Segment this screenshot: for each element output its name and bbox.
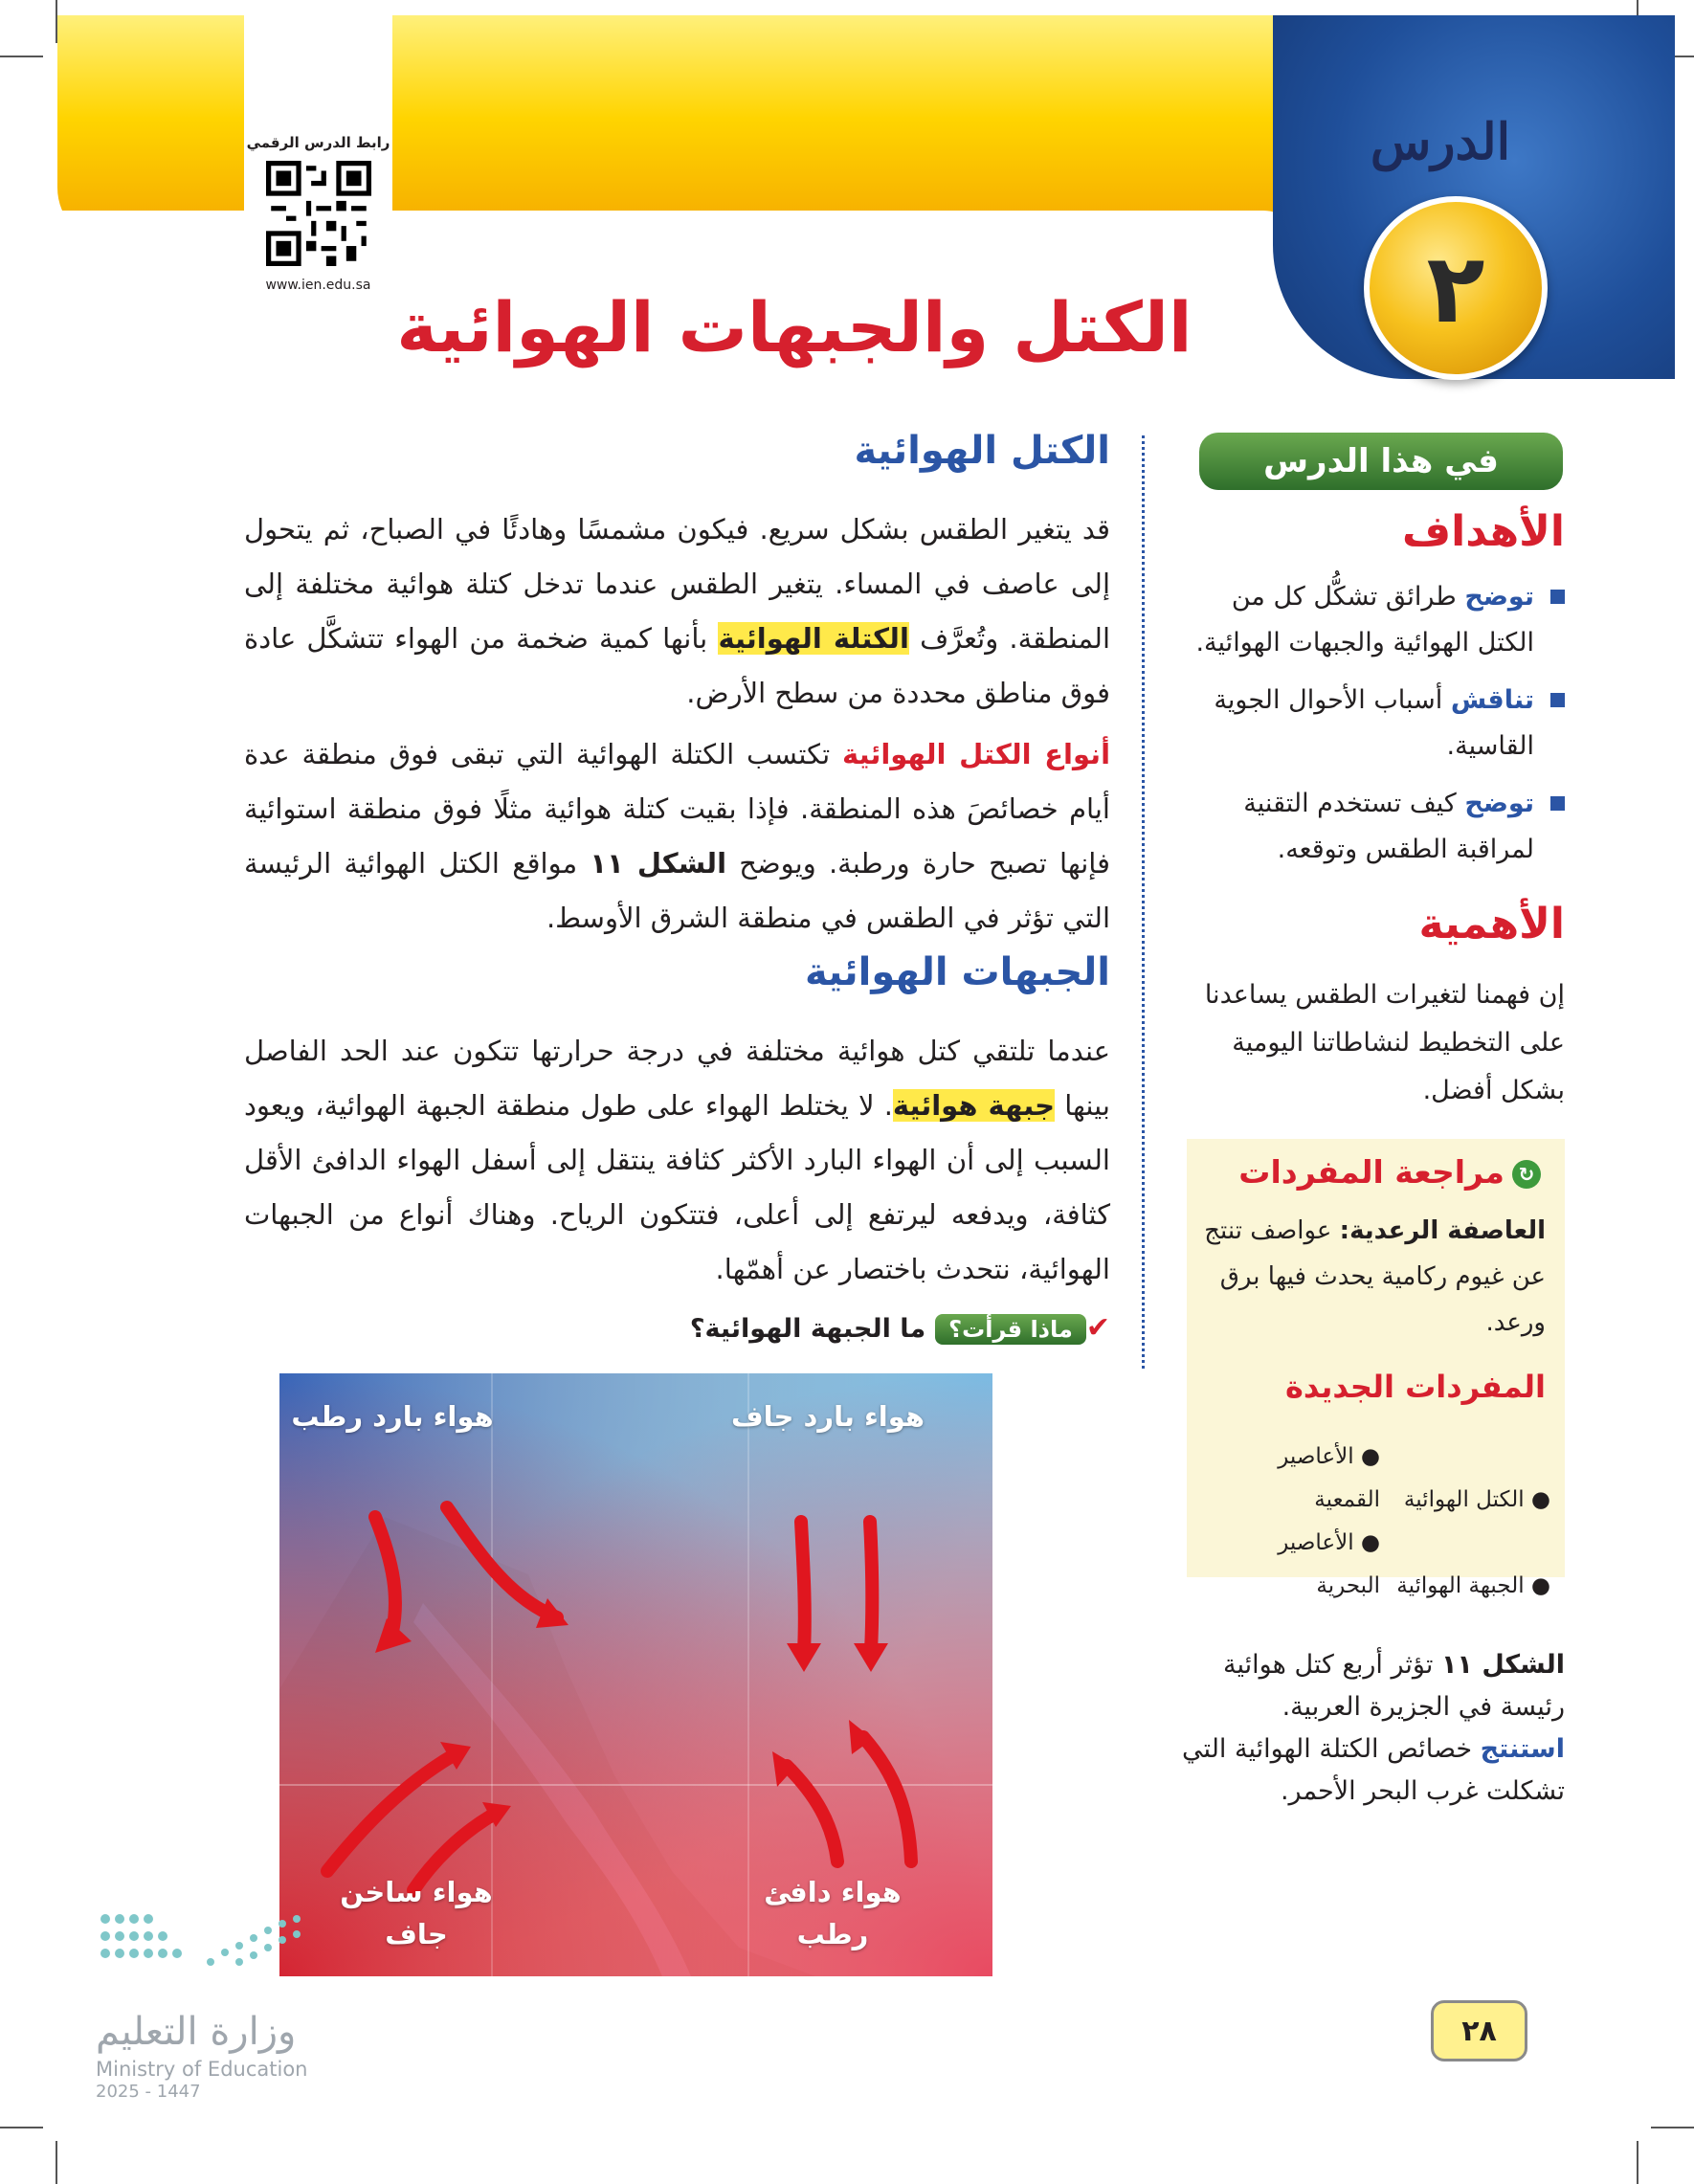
crop-mark xyxy=(1651,2127,1694,2128)
objectives-heading: الأهداف xyxy=(1402,507,1565,556)
reading-check xyxy=(622,1311,1110,1345)
qr-code-icon[interactable] xyxy=(266,161,371,266)
vocab-term[interactable]: ● الكتل الهوائية xyxy=(1403,1487,1550,1512)
key-term-front[interactable]: جبهة هوائية xyxy=(892,1089,1056,1122)
bullet-icon xyxy=(1550,796,1565,811)
review-icon: ↻ xyxy=(1512,1160,1541,1189)
fronts-paragraph xyxy=(244,1024,1110,1297)
new-vocab-heading: المفردات الجديدة xyxy=(1285,1369,1546,1405)
arrow-icon xyxy=(870,1522,872,1651)
p3-text-a: عندما تلتقي كتل هوائية مختلفة في درجة حرارتها تتكون عند الحد الفاصل بينها xyxy=(244,1035,1110,1122)
air-masses-heading: الكتل الهوائية xyxy=(854,429,1110,473)
objectives-list xyxy=(1172,574,1565,884)
check-icon: ✔ xyxy=(1085,1311,1110,1345)
objective-verb: تناقش xyxy=(1450,685,1534,715)
vocab-review-def: عواصف تنتج عن غيوم ركامية يحدث فيها برق ورعد. xyxy=(1204,1216,1546,1337)
crop-mark xyxy=(0,2127,43,2128)
air-mass-types-heading: أنواع الكتل الهوائية xyxy=(842,738,1111,770)
air-mass-types-paragraph xyxy=(244,727,1110,946)
map-label-bottom-left: هواء ساخن جاف xyxy=(340,1876,493,1950)
vocab-review-heading-text: مراجعة المفردات xyxy=(1238,1153,1505,1191)
map-label-top-left: هواء بارد رطب xyxy=(291,1400,494,1433)
bullet-icon xyxy=(1550,590,1565,604)
vocab-term-label: الأعاصير القمعية xyxy=(1278,1444,1380,1512)
vocab-term-label: الجبهة الهوائية xyxy=(1396,1573,1525,1598)
objective-text: طرائق تشكُّل كل من الكتل الهوائية والجبهات الهوائية. xyxy=(1195,582,1534,657)
objective-verb: توضح xyxy=(1464,789,1534,818)
objective-verb: توضح xyxy=(1464,582,1534,612)
vocab-review-heading xyxy=(1187,1153,1541,1191)
reading-check-badge: ماذا قرأت؟ xyxy=(935,1314,1086,1345)
lesson-label: الدرس xyxy=(1370,113,1511,171)
map-label-bottom-right: هواء دافئ رطب xyxy=(764,1876,902,1950)
figure-question: خصائص الكتلة الهوائية التي تشكلت غرب البحر الأحمر. xyxy=(1182,1734,1565,1806)
figure-verb: استنتج xyxy=(1480,1734,1565,1764)
crop-mark xyxy=(0,56,43,57)
vocab-review-definition xyxy=(1192,1208,1546,1346)
bullet-icon xyxy=(1550,693,1565,707)
ministry-name-en: Ministry of Education xyxy=(96,2058,308,2081)
p2-text-a: تكتسب الكتلة الهوائية التي تبقى فوق منطقة عدة أيام خصائصَ هذه المنطقة. فإذا بقيت كتلة هوائية مثلًا فوق منطقة استوائية فإنها تصبح حارة ورطبة. ويوضح xyxy=(244,738,1111,880)
p1-text-b: بأنها كمية ضخمة من الهواء تتشكَّل عادة فوق مناطق محددة من سطح الأرض. xyxy=(244,622,1110,709)
p1-text-a: قد يتغير الطقس بشكل سريع. فيكون مشمسًا وهادئًا في الصباح، ثم يتحول إلى عاصف في المساء. يتغير الطقس عندما تدخل كتلة هوائية مختلفة إلى المنطقة. وتُعرَّف xyxy=(244,513,1111,655)
vocab-term-label: الأعاصير البحرية xyxy=(1278,1530,1380,1598)
in-this-lesson-badge: في هذا الدرس xyxy=(1199,433,1563,490)
map-label-top-right: هواء بارد جاف xyxy=(730,1400,925,1433)
p3-text-b: . لا يختلط الهواء على طول منطقة الجبهة الهوائية، ويعود السبب إلى أن الهواء البارد الأكثر كثافة ينتقل إلى أسفل الهواء الدافئ الأقل كثافة، ويدفعه ليرتفع إلى أعلى، فتتكون الرياح. وهناك أنواع من الجبهات الهوائية، نتحدث باختصار عن أهمّها. xyxy=(244,1089,1110,1285)
objective-item xyxy=(1172,678,1565,769)
ministry-name-ar: وزارة التعليم xyxy=(96,2010,297,2054)
arrow-icon xyxy=(801,1522,805,1651)
objective-item xyxy=(1172,574,1565,666)
qr-label: رابط الدرس الرقمي xyxy=(246,134,390,151)
page-number: ٢٨ xyxy=(1431,2000,1527,2061)
reading-check-question: ما الجبهة الهوائية؟ xyxy=(689,1314,926,1344)
qr-url[interactable]: www.ien.edu.sa xyxy=(265,278,371,293)
crop-mark xyxy=(56,2141,57,2184)
air-masses-paragraph xyxy=(244,502,1110,721)
figure-label: الشكل ١١ xyxy=(1440,1650,1565,1680)
objective-text: كيف تستخدم التقنية لمراقبة الطقس وتوقعه. xyxy=(1243,789,1534,864)
key-term-air-mass[interactable]: الكتلة الهوائية xyxy=(718,622,909,655)
importance-text: إن فهمنا لتغيرات الطقس يساعدنا على التخطيط لنشاطاتنا اليومية بشكل أفضل. xyxy=(1204,980,1565,1105)
crop-mark xyxy=(1637,2141,1638,2184)
vocab-term[interactable]: ● الأعاصير القمعية xyxy=(1278,1444,1380,1512)
lesson-title: الكتل والجبهات الهوائية xyxy=(396,287,1192,368)
figure-reference[interactable]: الشكل ١١ xyxy=(590,847,727,880)
fronts-heading: الجبهات الهوائية xyxy=(805,950,1110,994)
figure-text: تؤثر أربع كتل هوائية رئيسة في الجزيرة العربية. xyxy=(1223,1650,1565,1722)
objective-text: أسباب الأحوال الجوية القاسية. xyxy=(1214,685,1534,761)
column-divider xyxy=(1142,435,1145,1369)
ministry-logo-dots xyxy=(96,1909,306,1995)
objective-item xyxy=(1172,781,1565,873)
new-vocab-list xyxy=(1187,1436,1550,1608)
vocab-term-label: الكتل الهوائية xyxy=(1403,1487,1525,1512)
vocab-term[interactable]: ● الأعاصير البحرية xyxy=(1278,1530,1380,1598)
lesson-number: ٢ xyxy=(1364,196,1548,380)
figure-caption xyxy=(1163,1644,1565,1813)
edition-year: 2025 - 1447 xyxy=(96,2082,201,2102)
p2-text-b: مواقع الكتل الهوائية الرئيسة التي تؤثر في الطقس في منطقة الشرق الأوسط. xyxy=(244,847,1110,934)
importance-heading: الأهمية xyxy=(1418,900,1565,948)
vocab-term[interactable]: ● الجبهة الهوائية xyxy=(1396,1573,1550,1598)
vocab-review-term: العاصفة الرعدية: xyxy=(1339,1216,1546,1245)
